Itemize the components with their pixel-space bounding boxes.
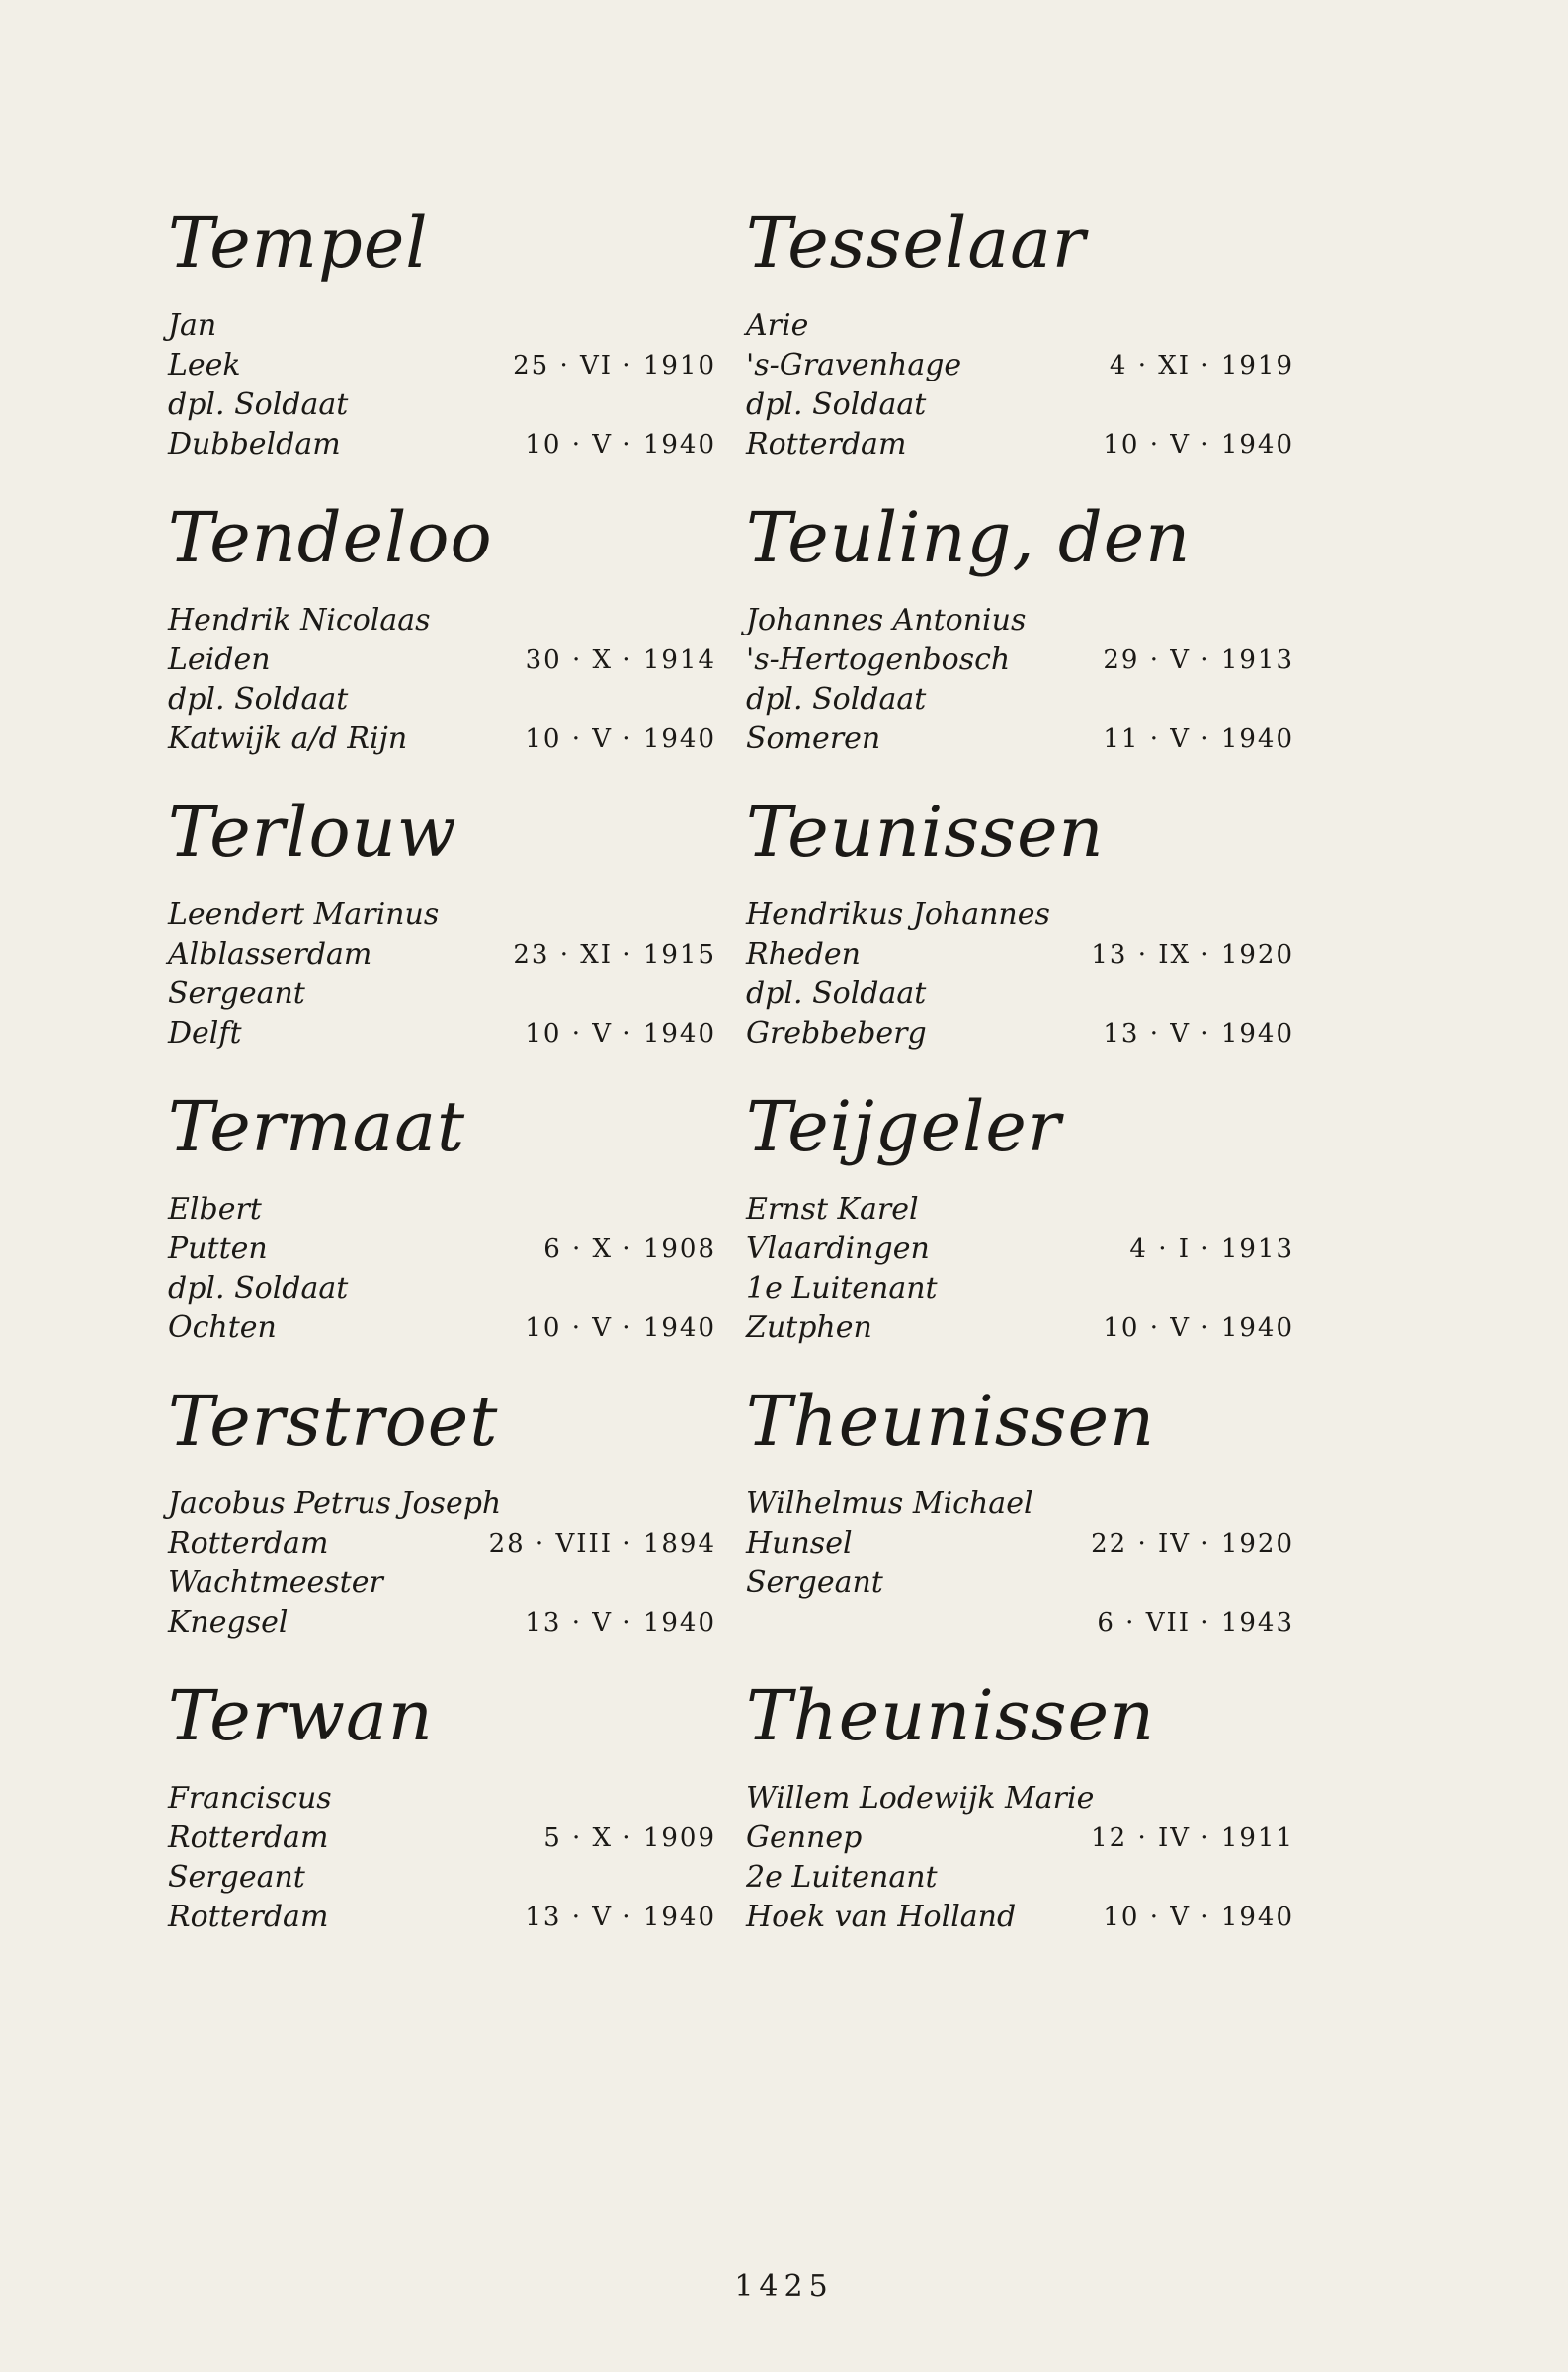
birth-date: 22 · IV · 1920 [1091, 1529, 1294, 1559]
death-place: Knegsel [168, 1605, 289, 1640]
death-place: Grebbeberg [746, 1016, 927, 1051]
death-place: Ochten [168, 1311, 277, 1345]
death-place: Rotterdam [168, 1900, 329, 1934]
death-date: 10 · V · 1940 [525, 430, 716, 460]
entry [168, 492, 716, 787]
entry [746, 492, 1294, 787]
birthplace: Rotterdam [168, 1526, 329, 1561]
birthplace: Leiden [168, 642, 271, 677]
given-names: Hendrik Nicolaas [168, 603, 431, 637]
death-place: Rotterdam [746, 427, 907, 462]
entry [168, 198, 716, 492]
surname: Teunissen [746, 792, 1105, 873]
death-date: 10 · V · 1940 [1103, 430, 1294, 460]
birthplace: Leek [168, 348, 241, 382]
birth-date: 30 · X · 1914 [525, 645, 716, 675]
given-names: Willem Lodewijk Marie [746, 1781, 1095, 1816]
birth-date: 5 · X · 1909 [543, 1823, 716, 1853]
entry [168, 1081, 716, 1376]
death-place: Dubbeldam [168, 427, 341, 462]
given-names: Jan [168, 308, 217, 343]
surname: Terstroet [168, 1381, 499, 1462]
given-names: Wilhelmus Michael [746, 1486, 1033, 1521]
birth-date: 29 · V · 1913 [1103, 645, 1294, 675]
birthplace: Putten [168, 1231, 268, 1266]
surname: Tempel [168, 203, 429, 284]
death-place: Katwijk a/d Rijn [168, 721, 408, 756]
death-date: 10 · V · 1940 [525, 1313, 716, 1343]
birth-date: 23 · XI · 1915 [513, 940, 716, 970]
entry [746, 1376, 1294, 1670]
entry [746, 198, 1294, 492]
rank: Sergeant [168, 1860, 305, 1895]
birth-date: 4 · XI · 1919 [1109, 351, 1294, 381]
death-date: 11 · V · 1940 [1103, 724, 1294, 754]
rank: dpl. Soldaat [168, 1271, 349, 1306]
birthplace: 's-Gravenhage [746, 348, 962, 382]
entry [746, 1081, 1294, 1376]
birth-date: 28 · VIII · 1894 [488, 1529, 716, 1559]
surname: Theunissen [746, 1675, 1156, 1756]
birthplace: Vlaardingen [746, 1231, 930, 1266]
birthplace: Gennep [746, 1821, 863, 1855]
rank: dpl. Soldaat [746, 976, 927, 1011]
death-date: 10 · V · 1940 [525, 724, 716, 754]
rank: 2e Luitenant [746, 1860, 938, 1895]
rank: Wachtmeester [168, 1566, 383, 1600]
birth-date: 13 · IX · 1920 [1091, 940, 1294, 970]
given-names: Johannes Antonius [746, 603, 1027, 637]
death-place: Delft [168, 1016, 242, 1051]
birthplace: Rotterdam [168, 1821, 329, 1855]
entry [168, 787, 716, 1081]
surname: Tendeloo [168, 497, 493, 578]
surname: Tesselaar [746, 203, 1087, 284]
surname: Teijgeler [746, 1086, 1062, 1167]
rank: dpl. Soldaat [168, 682, 349, 717]
entry [746, 787, 1294, 1081]
given-names: Hendrikus Johannes [746, 897, 1050, 932]
death-date: 10 · V · 1940 [1103, 1903, 1294, 1932]
rank: dpl. Soldaat [746, 682, 927, 717]
rank: Sergeant [168, 976, 305, 1011]
birthplace: Rheden [746, 937, 861, 972]
entry [746, 1670, 1294, 1965]
given-names: Elbert [168, 1192, 262, 1227]
death-date: 10 · V · 1940 [1103, 1313, 1294, 1343]
birthplace: Hunsel [746, 1526, 853, 1561]
death-date: 13 · V · 1940 [1103, 1019, 1294, 1049]
rank: 1e Luitenant [746, 1271, 938, 1306]
given-names: Jacobus Petrus Joseph [168, 1486, 502, 1521]
death-place: Zutphen [746, 1311, 872, 1345]
death-date: 13 · V · 1940 [525, 1903, 716, 1932]
surname: Terwan [168, 1675, 434, 1756]
page-number: 1425 [734, 2269, 834, 2304]
birth-date: 12 · IV · 1911 [1091, 1823, 1294, 1853]
birthplace: 's-Hertogenbosch [746, 642, 1011, 677]
given-names: Ernst Karel [746, 1192, 919, 1227]
given-names: Arie [746, 308, 809, 343]
entry [168, 1376, 716, 1670]
rank: dpl. Soldaat [168, 387, 349, 422]
death-date: 10 · V · 1940 [525, 1019, 716, 1049]
death-place: Hoek van Holland [746, 1900, 1017, 1934]
surname: Termaat [168, 1086, 466, 1167]
birth-date: 6 · X · 1908 [543, 1234, 716, 1264]
surname: Theunissen [746, 1381, 1156, 1462]
birth-date: 4 · I · 1913 [1129, 1234, 1294, 1264]
rank: Sergeant [746, 1566, 883, 1600]
death-date: 13 · V · 1940 [525, 1608, 716, 1638]
given-names: Franciscus [168, 1781, 332, 1816]
right-column [746, 198, 1294, 1965]
death-place: Someren [746, 721, 881, 756]
surname: Terlouw [168, 792, 457, 873]
surname: Teuling, den [746, 497, 1192, 578]
birth-date: 25 · VI · 1910 [513, 351, 716, 381]
death-date: 6 · VII · 1943 [1097, 1608, 1294, 1638]
entry [168, 1670, 716, 1965]
given-names: Leendert Marinus [168, 897, 440, 932]
left-column [168, 198, 716, 1965]
rank: dpl. Soldaat [746, 387, 927, 422]
birthplace: Alblasserdam [168, 937, 372, 972]
